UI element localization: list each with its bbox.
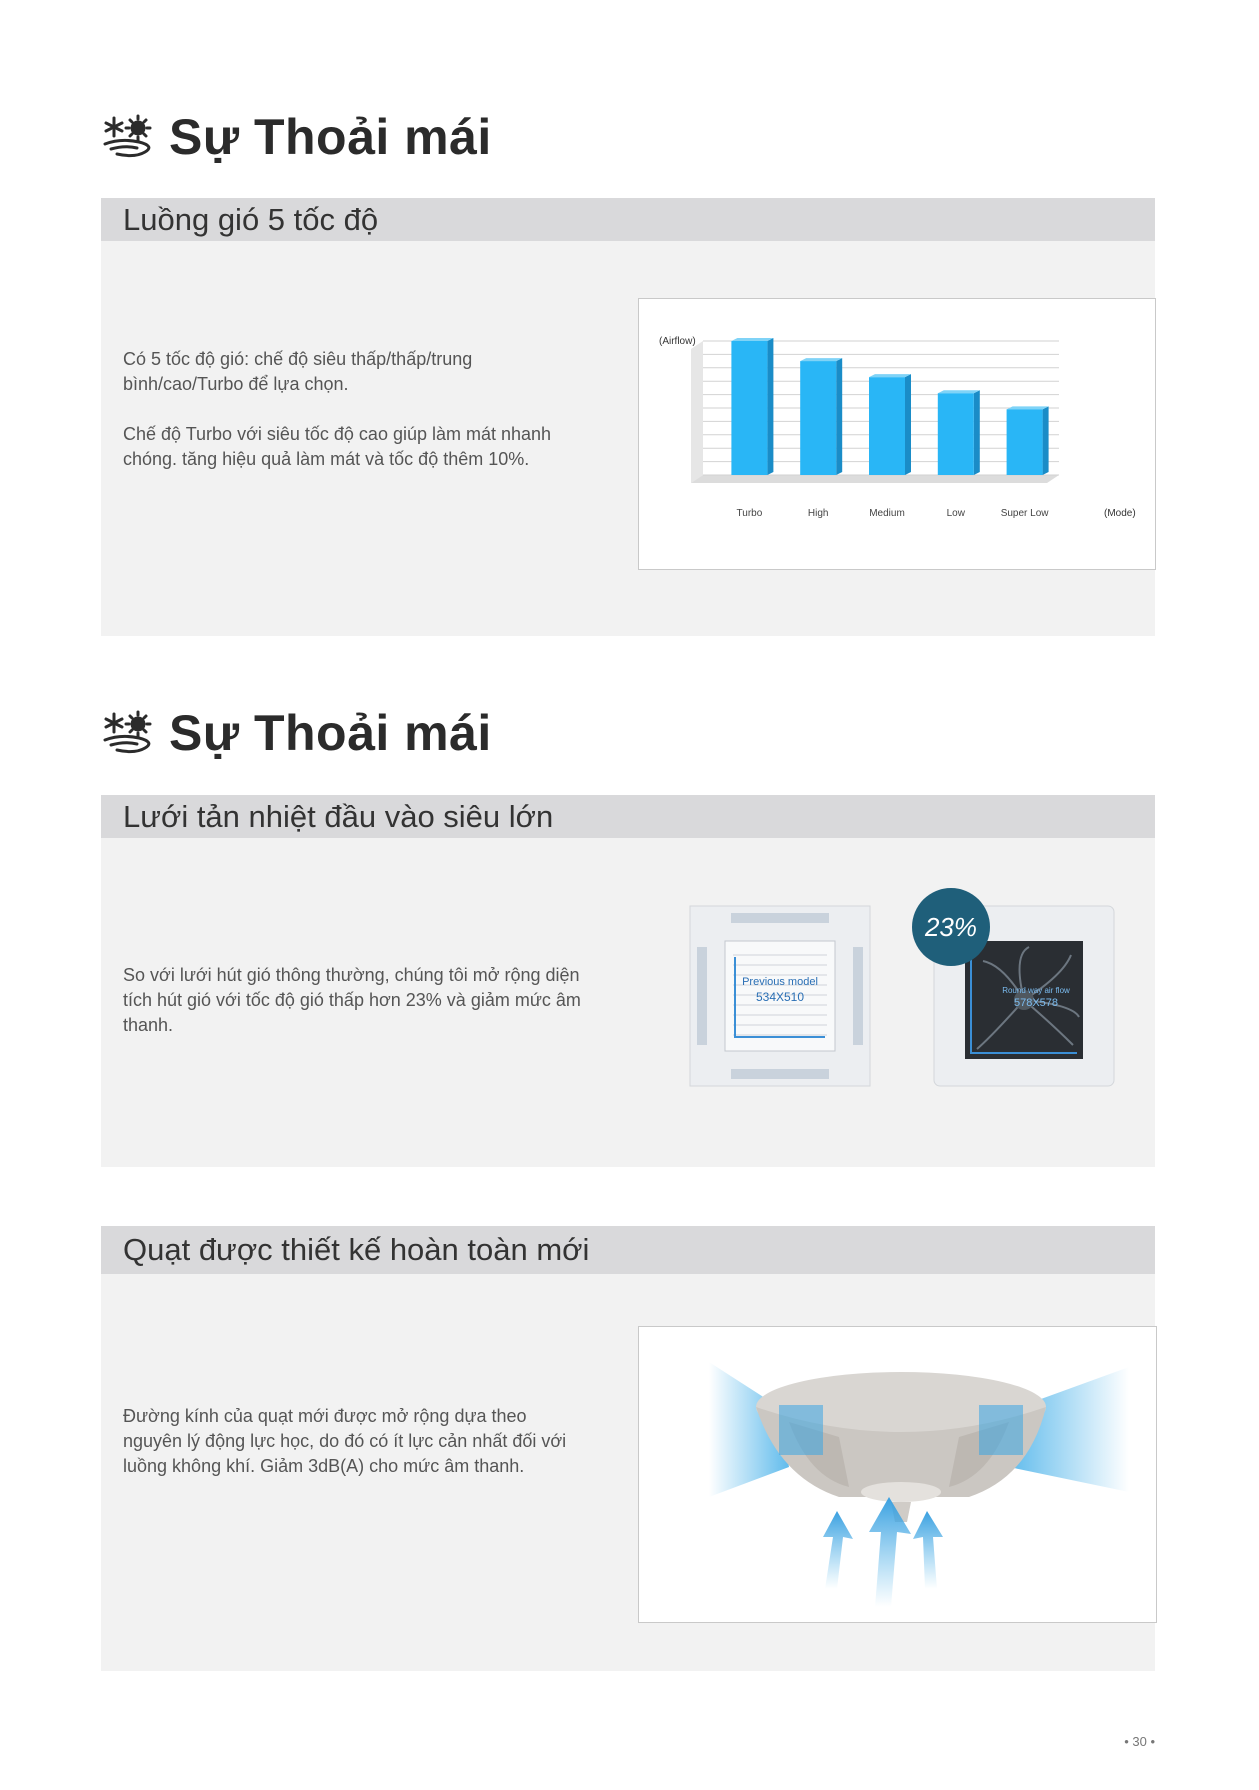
badge-text: 23% — [924, 912, 978, 942]
description — [123, 1404, 583, 1504]
section-heading — [101, 704, 492, 762]
airflow-chart — [639, 299, 1155, 569]
previous-model-unit-image — [689, 905, 871, 1087]
previous-model-size: 534X510 — [755, 990, 805, 1004]
bar-side — [905, 374, 911, 475]
x-tick-label: High — [807, 508, 829, 519]
x-axis-label: (Mode) — [1104, 508, 1136, 519]
paragraph: Có 5 tốc độ gió: chế độ siêu thấp/thấp/trung bình/cao/Turbo để lựa chọn. — [123, 349, 473, 394]
subtitle: Lưới tản nhiệt đầu vào siêu lớn — [123, 798, 554, 834]
bar-top — [800, 358, 842, 361]
description — [123, 347, 583, 497]
subtitle-band — [101, 198, 1155, 241]
chart-x-ticks — [737, 508, 1050, 519]
bar-side — [1043, 406, 1049, 475]
section-title: Sự Thoải mái — [169, 109, 492, 165]
new-model-label: Round way air flow — [1002, 986, 1070, 995]
bar-top — [869, 374, 911, 377]
section-title: Sự Thoải mái — [169, 705, 492, 761]
bar-top — [938, 390, 980, 393]
comfort-icon — [101, 710, 159, 756]
bar-high — [800, 361, 836, 475]
x-tick-label: Super Low — [1000, 508, 1049, 519]
bar-side — [974, 390, 980, 475]
chart-bars — [731, 338, 1048, 475]
chart-side-wall — [691, 341, 703, 483]
grille-panel — [101, 795, 1155, 1167]
section-heading — [101, 108, 492, 166]
fan-image-frame — [638, 1326, 1157, 1623]
previous-model-label: Previous model — [742, 976, 818, 988]
bar-low — [938, 393, 974, 475]
chart-frame — [638, 298, 1156, 570]
bar-turbo — [731, 341, 767, 475]
subtitle: Quạt được thiết kế hoàn toàn mới — [123, 1232, 590, 1267]
x-tick-label: Turbo — [736, 508, 763, 519]
x-tick-label: Medium — [869, 508, 905, 519]
paragraph: So với lưới hút gió thông thường, chúng tôi mở rộng diện tích hút gió với tốc độ gió thấp hơn 23% và giảm mức âm thanh. — [123, 965, 581, 1035]
airflow-panel — [101, 198, 1155, 636]
subtitle-band — [101, 795, 1155, 838]
bar-top — [731, 338, 773, 341]
chart-floor — [691, 475, 1059, 483]
paragraph: Đường kính của quạt mới được mở rộng dựa theo nguyên lý động lực học, do đó có ít lực cản nhất đối với luồng không khí. Giảm 3dB(A) cho mức âm thanh. — [123, 1406, 567, 1476]
bar-super-low — [1007, 409, 1043, 475]
paragraph: Chế độ Turbo với siêu tốc độ cao giúp làm mát nhanh chóng. tăng hiệu quả làm mát và tốc độ thêm 10%. — [123, 424, 552, 469]
percentage-badge — [911, 887, 991, 967]
bar-medium — [869, 377, 905, 475]
comfort-icon — [101, 114, 159, 160]
bar-side — [767, 338, 773, 475]
subtitle: Luồng gió 5 tốc độ — [123, 201, 379, 237]
y-axis-label: (Airflow) — [659, 336, 696, 347]
bar-side — [836, 358, 842, 475]
fan-illustration — [639, 1327, 1156, 1622]
bar-top — [1007, 406, 1049, 409]
new-model-size: 578X578 — [1013, 997, 1059, 1009]
subtitle-band — [101, 1226, 1155, 1274]
description — [123, 963, 583, 1063]
x-tick-label: Low — [946, 508, 965, 519]
page-number: • 30 • — [1124, 1734, 1155, 1749]
fan-panel — [101, 1226, 1155, 1671]
